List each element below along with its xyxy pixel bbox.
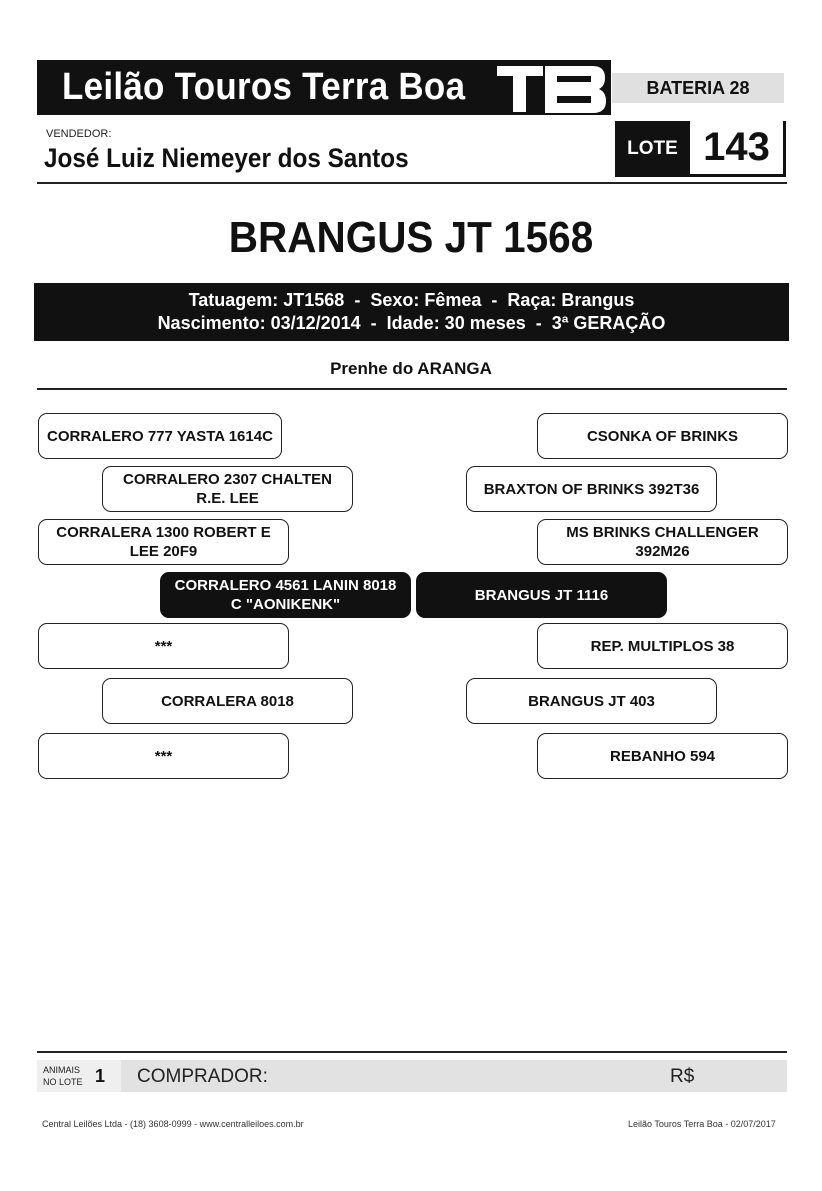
animal-info-line-2: Nascimento: 03/12/2014 - Idade: 30 meses - 3ª GERAÇÃO [157,313,666,333]
tb-logo [493,58,611,116]
animais-label [43,1064,83,1088]
lote-number: 143 [703,125,770,169]
pregnancy-info: Prenhe do ARANGA [330,359,492,378]
buyer-label: COMPRADOR: [137,1066,268,1087]
animais-label-line-1: ANIMAIS [43,1065,81,1075]
pedigree-dam-sire-sire: CSONKA OF BRINKS [537,413,788,459]
pedigree-sire-sire-dam: CORRALERA 1300 ROBERT E LEE 20F9 [38,519,289,565]
pedigree-dam-sire-dam: MS BRINKS CHALLENGER 392M26 [537,519,788,565]
pedigree-dam: BRANGUS JT 1116 [416,572,667,618]
pedigree-dam-dam-dam: REBANHO 594 [537,733,788,779]
pedigree-dam-dam: BRANGUS JT 403 [466,678,717,724]
vendor-label: VENDEDOR: [46,128,112,140]
auction-title: Leilão Touros Terra Boa [62,66,466,108]
pedigree-divider [37,388,787,390]
pedigree-sire-dam-sire: *** [38,623,289,669]
pedigree-sire: CORRALERO 4561 LANIN 8018 C "AONIKENK" [160,572,411,618]
lote-label: LOTE [615,121,690,177]
bateria-label: BATERIA 28 [612,73,784,103]
footer-company: Central Leilões Ltda - (18) 3608-0999 - www.centralleiloes.com.br [42,1119,304,1129]
animal-info-bar [34,283,789,341]
animais-count: 1 [95,1066,106,1086]
pedigree-sire-dam: CORRALERA 8018 [102,678,353,724]
animal-info-line-1: Tatuagem: JT1568 - Sexo: Fêmea - Raça: Brangus [188,290,635,310]
price-currency: R$ [670,1066,695,1087]
footer-event-date: Leilão Touros Terra Boa - 02/07/2017 [628,1119,776,1129]
animais-label-line-2: NO LOTE [43,1077,83,1087]
animal-name: BRANGUS JT 1568 [228,213,594,262]
pedigree-dam-dam-sire: REP. MULTIPLOS 38 [537,623,788,669]
header-divider [37,182,787,184]
vendor-name: José Luiz Niemeyer dos Santos [44,143,409,173]
pedigree-sire-sire: CORRALERO 2307 CHALTEN R.E. LEE [102,466,353,512]
pedigree-dam-sire: BRAXTON OF BRINKS 392T36 [466,466,717,512]
pedigree-sire-sire-sire: CORRALERO 777 YASTA 1614C [38,413,282,459]
pedigree-sire-dam-dam: *** [38,733,289,779]
footer-divider [37,1051,787,1053]
